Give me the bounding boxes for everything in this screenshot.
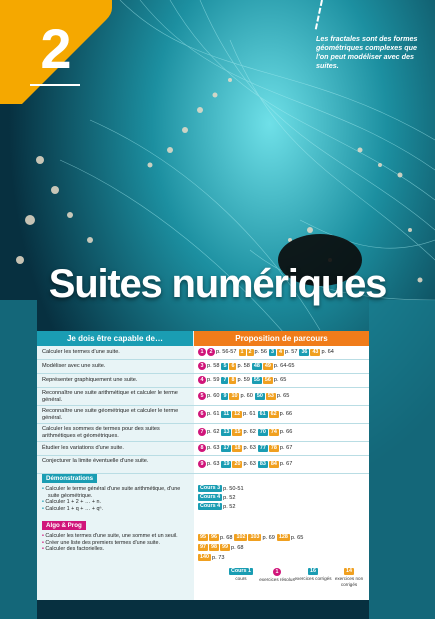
legend-label: cours <box>235 576 247 581</box>
exercise-badge: 3 <box>198 362 206 370</box>
page-ref: p. 73 <box>212 555 225 561</box>
header-route: Proposition de parcours <box>194 331 369 346</box>
page-ref: p. 66 <box>279 411 293 418</box>
page-ref: p. 69 <box>262 535 275 541</box>
demo-item: • Calculer 1 + 2 + … + n. <box>42 499 192 506</box>
skills-panel <box>37 331 369 600</box>
chapter-title: Suites numériques <box>48 262 387 306</box>
exercise-badge: 17 <box>223 444 230 451</box>
page-ref: p. 61 <box>243 411 256 418</box>
exercise-badge: 8 <box>198 444 206 452</box>
exercise-badge: 7 <box>198 428 206 436</box>
exercise-badge: 20 <box>234 460 241 467</box>
skill-row <box>37 442 369 456</box>
exercise-badge: 19 <box>223 460 230 467</box>
page-ref: p. 59 <box>207 377 220 384</box>
exercise-badge: 6 <box>198 410 206 418</box>
exercise-badge: 9 <box>198 460 206 468</box>
route-refs <box>198 410 368 419</box>
exercise-badge: 7 <box>223 376 227 383</box>
page-ref: p. 68 <box>231 545 244 551</box>
exercise-badge: 102 <box>236 534 246 541</box>
legend-item <box>328 568 370 587</box>
exercise-badge: 5 <box>198 392 206 400</box>
skill-row <box>37 360 369 374</box>
page-ref: p. 52 <box>223 495 236 501</box>
page-ref: p. 68 <box>220 535 233 541</box>
skill-row <box>37 424 369 442</box>
page-ref: p. 62 <box>243 429 256 436</box>
page-ref: p. 61 <box>207 411 220 418</box>
legend-label: exercices corrigés <box>294 576 332 581</box>
skill-text: Calculer les termes d'une suite. <box>42 349 120 355</box>
demo-item: • Calculer le terme général d'une suite arithmétique, d'une suite géométrique. <box>42 486 192 499</box>
exercise-badge: 18 <box>234 444 241 451</box>
cours-badge: Cours 4 <box>200 494 221 501</box>
demo-ref <box>198 494 238 503</box>
page-ref: p. 52 <box>223 504 236 510</box>
legend-swatch: 1 <box>273 568 281 576</box>
skill-row <box>37 346 369 360</box>
exercise-badge: 61 <box>259 410 266 417</box>
header-skills: Je dois être capable de… <box>37 331 193 346</box>
exercise-badge: 9 <box>223 392 227 399</box>
algo-item: • Créer une liste des premiers termes d'une suite. <box>42 540 192 547</box>
exercise-badge: 6 <box>231 362 235 369</box>
algo-list <box>42 533 192 553</box>
page-ref: p. 65 <box>276 393 290 400</box>
cours-badge: Cours 3 <box>200 485 221 492</box>
legend-label: exercices résolus <box>259 577 295 582</box>
skill-row <box>37 388 369 406</box>
exercise-badge: 50 <box>256 392 263 399</box>
exercise-badge: 95 <box>200 534 206 541</box>
skill-row <box>37 406 369 424</box>
skill-text: Modéliser avec une suite. <box>42 363 106 369</box>
route-refs <box>198 460 368 469</box>
page-ref: p. 57 <box>284 349 298 356</box>
fractal-caption: Les fractales sont des formes géométriques complexes que l'on peut modéliser avec des suites. <box>316 34 418 70</box>
page-ref: p. 63 <box>243 461 256 468</box>
exercise-badge: 83 <box>259 460 266 467</box>
page-ref: p. 65 <box>290 535 304 541</box>
exercise-badge: 1 <box>240 348 244 355</box>
algo-label: Algo & Prog <box>42 521 86 530</box>
algo-ref <box>198 554 226 563</box>
demo-label: Démonstrations <box>42 474 97 483</box>
page-ref: p. 60 <box>240 393 253 400</box>
algo-item: • Calculer les termes d'une suite, une somme et un seuil. <box>42 533 192 540</box>
algo-ref <box>198 544 245 553</box>
algo-item: • Calculer des factorielles. <box>42 546 192 553</box>
page-ref: p. 56-57 <box>216 349 237 356</box>
exercise-badge: 96 <box>211 534 217 541</box>
exercise-badge: 55 <box>253 376 260 383</box>
exercise-badge: 1 <box>198 348 206 356</box>
exercise-badge: 53 <box>267 392 274 399</box>
page-ref: p. 64 <box>321 349 334 356</box>
route-refs <box>198 348 368 357</box>
demo-ref <box>198 485 246 494</box>
exercise-badge: 12 <box>234 410 241 417</box>
exercise-badge: 2 <box>248 348 252 355</box>
exercise-badge: 8 <box>231 376 235 383</box>
page-ref: p. 66 <box>279 429 293 436</box>
page-ref: p. 56 <box>254 349 267 356</box>
exercise-badge: 4 <box>278 348 282 355</box>
page-ref: p. 59 <box>237 377 250 384</box>
page-ref: p. 63 <box>207 461 220 468</box>
algo-ref <box>198 534 305 543</box>
page-ref: p. 67 <box>279 461 293 468</box>
exercise-badge: 99 <box>222 544 228 551</box>
skill-text: Conjecturer la limite éventuelle d'une suite. <box>42 458 149 464</box>
exercise-badge: 140 <box>200 554 209 561</box>
skill-text: Représenter graphiquement une suite. <box>42 377 138 383</box>
page-ref: p. 58 <box>237 363 250 370</box>
exercise-badge: 43 <box>312 348 319 355</box>
exercise-badge: 11 <box>223 410 230 417</box>
skill-row <box>37 456 369 474</box>
exercise-badge: 103 <box>250 534 260 541</box>
exercise-badge: 77 <box>259 444 266 451</box>
page-ref: p. 63 <box>207 445 220 452</box>
exercise-badge: 10 <box>231 392 238 399</box>
route-refs <box>198 392 368 401</box>
exercise-badge: 70 <box>259 428 266 435</box>
exercise-badge: 4 <box>198 376 206 384</box>
exercise-badge: 49 <box>264 362 271 369</box>
demo-item: • Calculer 1 + q + … + qⁿ. <box>42 506 192 513</box>
legend-swatch: 14 <box>346 568 352 574</box>
skill-text: Calculer les sommes de termes pour des suites arithmétiques et géométriques. <box>42 426 160 439</box>
exercise-badge: 56 <box>264 376 271 383</box>
demo-ref <box>198 503 238 512</box>
page-ref: p. 65 <box>273 377 287 384</box>
chapter-underline <box>30 84 80 86</box>
exercise-badge: 15 <box>234 428 241 435</box>
legend-swatch: 16 <box>310 568 316 574</box>
page-ref: p. 50-51 <box>223 486 244 492</box>
page-ref: p. 62 <box>207 429 220 436</box>
page-ref: p. 63 <box>243 445 256 452</box>
route-refs <box>198 428 368 437</box>
exercise-badge: 97 <box>200 544 206 551</box>
skill-text: Reconnaître une suite géométrique et calculer le terme général. <box>42 408 179 421</box>
exercise-badge: 36 <box>301 348 308 355</box>
exercise-badge: 2 <box>207 348 215 356</box>
page-ref: p. 64-65 <box>273 363 295 370</box>
skill-text: Reconnaître une suite arithmétique et calculer le terme général. <box>42 390 178 403</box>
cours-badge: Cours 4 <box>200 503 221 510</box>
legend-swatch: Cours 1 <box>230 568 252 574</box>
chapter-number: 2 <box>40 17 72 80</box>
exercise-badge: 98 <box>211 544 217 551</box>
exercise-badge: 84 <box>270 460 277 467</box>
page-ref: p. 60 <box>207 393 220 400</box>
demo-list <box>42 486 192 512</box>
exercise-badge: 62 <box>270 410 277 417</box>
legend-label: exercices non corrigés <box>334 576 364 587</box>
page-ref: p. 58 <box>207 363 220 370</box>
exercise-badge: 74 <box>270 428 277 435</box>
exercise-badge: 3 <box>270 348 274 355</box>
exercise-badge: 78 <box>270 444 277 451</box>
exercise-badge: 128 <box>278 534 288 541</box>
skill-row <box>37 374 369 388</box>
route-refs <box>198 444 368 453</box>
exercise-badge: 5 <box>223 362 227 369</box>
exercise-badge: 13 <box>223 428 230 435</box>
exercise-badge: 48 <box>253 362 260 369</box>
skill-text: Étudier les variations d'une suite. <box>42 445 124 451</box>
route-refs <box>198 376 368 385</box>
page-ref: p. 67 <box>279 445 293 452</box>
route-refs <box>198 362 368 371</box>
